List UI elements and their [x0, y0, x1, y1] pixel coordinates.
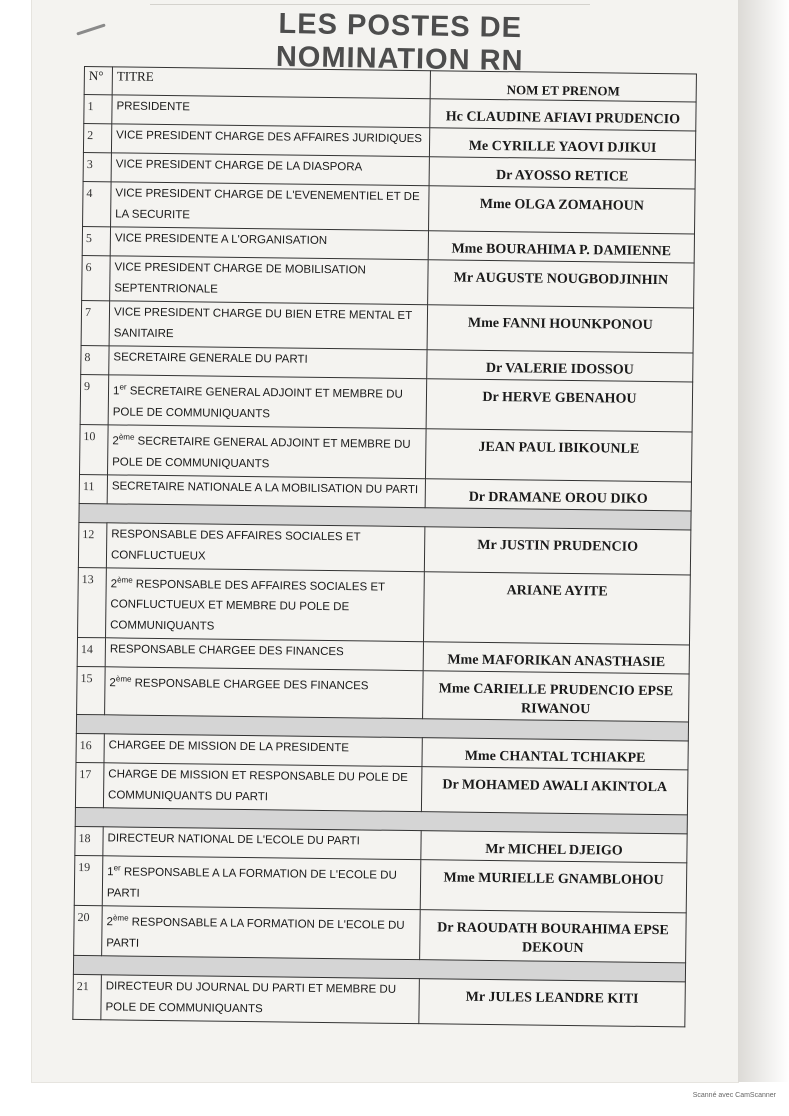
row-name: Mr JUSTIN PRUDENCIO: [424, 526, 691, 574]
row-name: Mme BOURAHIMA P. DAMIENNE: [428, 231, 694, 263]
row-number: 8: [81, 345, 109, 374]
header-title: TITRE: [112, 67, 430, 99]
row-title-cell: [108, 375, 427, 429]
row-title-cell: [104, 734, 422, 767]
row-title-cell: [107, 474, 425, 507]
nominations-table: [72, 66, 697, 1028]
row-title: CHARGE DE MISSION ET RESPONSABLE DU POLE DE COMMUNIQUANTS DU PARTI: [108, 768, 408, 804]
row-title: SECRETAIRE GENERAL ADJOINT ET MEMBRE DU POLE DE COMMUNIQUANTS: [112, 385, 403, 421]
row-title: DIRECTEUR NATIONAL DE L'ECOLE DU PARTI: [107, 832, 360, 848]
header-name: NOM ET PRENOM: [430, 71, 696, 102]
row-number: 9: [80, 374, 109, 424]
row-title: PRESIDENTE: [116, 100, 191, 114]
ordinal-prefix: 2: [106, 916, 114, 929]
row-number: 16: [76, 734, 104, 763]
row-title: RESPONSABLE DES AFFAIRES SOCIALES ET CONFLUCTUEUX ET MEMBRE DU POLE DE COMMUNIQUANTS: [110, 578, 385, 634]
row-name: JEAN PAUL IBIKOUNLE: [425, 429, 692, 482]
row-number: 2: [83, 124, 111, 153]
row-title-cell: [105, 667, 424, 719]
ordinal-suffix: ème: [115, 674, 132, 685]
row-title: DIRECTEUR DU JOURNAL DU PARTI ET MEMBRE DU POLE DE COMMUNIQUANTS: [105, 980, 397, 1016]
row-name: Dr HERVE GBENAHOU: [426, 379, 693, 432]
row-title-cell: [103, 827, 421, 860]
row-name: Dr MOHAMED AWALI AKINTOLA: [421, 767, 688, 815]
row-title: VICE PRESIDENT CHARGE DE L'EVENEMENTIEL ET DE LA SECURITE: [115, 187, 420, 222]
row-title: RESPONSABLE CHARGEE DES FINANCES: [109, 643, 344, 659]
row-title-cell: [106, 522, 425, 571]
row-name: Dr RAOUDATH BOURAHIMA EPSE DEKOUN: [420, 910, 687, 963]
row-name: Me CYRILLE YAOVI DJIKUI: [429, 128, 695, 160]
row-title-cell: [110, 256, 429, 305]
ordinal-suffix: ème: [112, 913, 129, 923]
table-row: [74, 906, 687, 963]
row-title-cell: [102, 906, 421, 960]
row-number: 15: [77, 667, 106, 715]
page-edge-shadow: [738, 0, 789, 1082]
ordinal-prefix: 2: [109, 677, 116, 690]
row-title-cell: [112, 95, 430, 128]
row-name: Dr DRAMANE OROU DIKO: [425, 478, 691, 510]
row-name: Mme MAFORIKAN ANASTHASIE: [423, 642, 689, 674]
table-row: [78, 567, 691, 645]
top-rule: [150, 4, 590, 5]
row-title: VICE PRESIDENT CHARGE DU BIEN ETRE MENTAL ET SANITAIRE: [113, 306, 413, 341]
ordinal-suffix: er: [119, 382, 127, 392]
ordinal-prefix: 1: [112, 385, 120, 398]
row-name: Mme CHANTAL TCHIAKPE: [422, 738, 688, 770]
row-title-cell: [111, 182, 430, 231]
row-title: SECRETAIRE NATIONALE A LA MOBILISATION DU PARTI: [111, 480, 419, 496]
document-title: LES POSTES DE NOMINATION RN: [275, 7, 524, 78]
row-title: RESPONSABLE A LA FORMATION DE L'ECOLE DU PARTI: [106, 866, 397, 901]
table-row: [77, 667, 690, 722]
table-row: [82, 255, 695, 307]
row-name: Mr JULES LEANDRE KITI: [419, 979, 686, 1027]
ordinal-prefix: 1: [107, 866, 114, 879]
row-title-cell: [109, 346, 427, 379]
row-title: CHARGEE DE MISSION DE LA PRESIDENTE: [108, 739, 350, 755]
row-number: 3: [83, 152, 111, 181]
row-title: RESPONSABLE A LA FORMATION DE L'ECOLE DU PARTI: [106, 916, 405, 950]
row-name: Dr AYOSSO RETICE: [429, 157, 695, 189]
row-number: 21: [73, 975, 102, 1020]
row-number: 18: [75, 827, 103, 856]
row-title-cell: [110, 227, 428, 260]
row-title-cell: [105, 638, 423, 671]
row-number: 17: [75, 763, 104, 808]
row-number: 20: [74, 906, 103, 956]
row-title: SECRETAIRE GENERALE DU PARTI: [113, 351, 308, 366]
row-number: 1: [84, 95, 112, 124]
table-row: [83, 181, 696, 233]
row-title-cell: [103, 763, 422, 812]
row-title-cell: [106, 567, 425, 642]
table-row: [73, 975, 686, 1027]
row-name: ARIANE AYITE: [423, 571, 690, 645]
row-number: 13: [78, 567, 107, 638]
table-row: [81, 300, 694, 352]
row-title-cell: [102, 856, 421, 910]
row-title: SECRETAIRE GENERAL ADJOINT ET MEMBRE DU POLE DE COMMUNIQUANTS: [112, 435, 411, 470]
scanner-footer: Scanné avec CamScanner: [692, 1092, 776, 1099]
row-name: Dr VALERIE IDOSSOU: [427, 350, 693, 382]
row-name: Mme CARIELLE PRUDENCIO EPSE RIWANOU: [423, 671, 690, 722]
table-row: [80, 374, 693, 431]
ordinal-suffix: er: [113, 863, 121, 873]
row-title: RESPONSABLE CHARGEE DES FINANCES: [134, 677, 369, 693]
row-number: 12: [78, 522, 107, 567]
table-body: [73, 95, 696, 1028]
ordinal-suffix: ème: [118, 432, 135, 442]
row-title: VICE PRESIDENT CHARGE DE MOBILISATION SEPTENTRIONALE: [114, 261, 366, 296]
row-number: 11: [79, 474, 107, 503]
row-name: Hc CLAUDINE AFIAVI PRUDENCIO: [430, 99, 696, 131]
table-row: [74, 856, 687, 913]
ordinal-prefix: 2: [112, 435, 119, 448]
row-number: 5: [82, 226, 110, 255]
row-number: 19: [74, 856, 103, 906]
row-number: 6: [82, 255, 111, 300]
row-title: VICE PRESIDENTE A L'ORGANISATION: [114, 232, 328, 247]
row-title: RESPONSABLE DES AFFAIRES SOCIALES ET CONFLUCTUEUX: [110, 528, 361, 563]
table-row: [80, 424, 693, 481]
row-number: 10: [80, 424, 109, 474]
table-row: [78, 522, 691, 574]
row-number: 14: [77, 638, 105, 667]
row-name: Mme FANNI HOUNKPONOU: [427, 305, 694, 353]
row-title-cell: [109, 301, 428, 350]
row-name: Mme OLGA ZOMAHOUN: [429, 186, 696, 234]
row-name: Mr MICHEL DJEIGO: [421, 831, 687, 863]
header-num: N°: [84, 67, 112, 95]
row-title: VICE PRESIDENT CHARGE DES AFFAIRES JURIDIQUES: [116, 129, 423, 146]
row-title-cell: [101, 975, 420, 1024]
row-title-cell: [111, 124, 429, 157]
row-name: Mr AUGUSTE NOUGBODJINHIN: [428, 260, 695, 308]
nominations-table-wrapper: [72, 66, 696, 1028]
ordinal-suffix: ème: [117, 575, 133, 585]
row-number: 4: [83, 181, 112, 226]
row-name: Mme MURIELLE GNAMBLOHOU: [420, 860, 687, 913]
ordinal-prefix: 2: [110, 577, 118, 590]
row-title: VICE PRESIDENT CHARGE DE LA DIASPORA: [115, 158, 363, 174]
table-row: [75, 763, 688, 815]
row-title-cell: [111, 153, 429, 186]
row-number: 7: [81, 300, 110, 345]
row-title-cell: [108, 425, 427, 479]
